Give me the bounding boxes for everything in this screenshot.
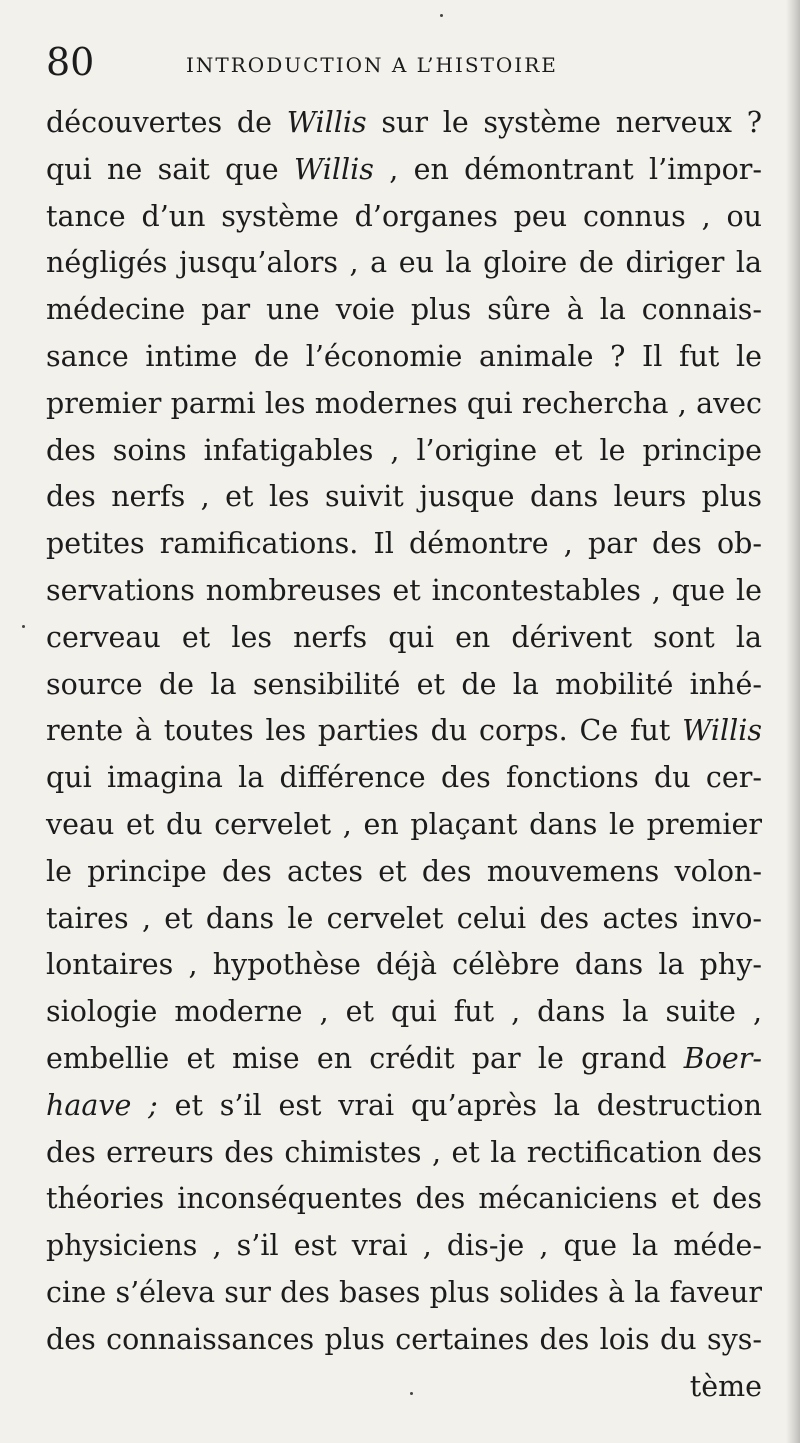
text-line xyxy=(46,381,762,428)
text-run: théories inconséquentes des mécaniciens et des xyxy=(46,1182,762,1216)
text-run: des nerfs , et les suivit jusque dans leurs plus xyxy=(46,480,762,514)
text-run: tance d’un système d’organes peu connus , ou xyxy=(46,199,762,233)
text-line xyxy=(46,287,762,334)
text-run: des soins infatigables , l’origine et le principe xyxy=(46,433,762,467)
text-line xyxy=(46,240,762,287)
text-line xyxy=(46,755,762,802)
page-number: 80 xyxy=(46,40,95,84)
text-run: petites ramifications. Il démontre , par des ob- xyxy=(46,527,762,561)
text-line xyxy=(46,802,762,849)
italic-name: Willis xyxy=(293,152,374,186)
text-run: veau et du cervelet , en plaçant dans le premier xyxy=(46,807,762,841)
page-header xyxy=(46,40,760,84)
page-edge-shadow xyxy=(786,0,800,1443)
text-line xyxy=(46,896,762,943)
text-line xyxy=(46,1036,762,1083)
text-run: qui imagina la différence des fonctions du cer- xyxy=(46,761,762,795)
text-run: , en démontrant l’impor- xyxy=(373,152,763,186)
text-run: physiciens , s’il est vrai , dis-je , que la méde- xyxy=(46,1229,762,1263)
text-line xyxy=(46,1317,762,1364)
text-run: premier parmi les modernes qui rechercha , avec xyxy=(46,386,762,420)
text-line xyxy=(46,989,762,1036)
text-line xyxy=(46,100,762,147)
text-line xyxy=(46,942,762,989)
text-line xyxy=(46,568,762,615)
text-run: taires , et dans le cervelet celui des actes invo- xyxy=(46,901,762,935)
speck-mark xyxy=(22,625,25,628)
italic-name: Willis xyxy=(286,106,367,139)
text-line xyxy=(46,662,762,709)
italic-name: Boer- xyxy=(683,1041,762,1075)
body-text xyxy=(46,100,762,1410)
text-run: cerveau et les nerfs qui en dérivent sont la xyxy=(46,620,762,654)
text-run: des connaissances plus certaines des lois du sys- xyxy=(46,1322,762,1356)
text-line xyxy=(46,708,762,755)
text-line xyxy=(46,194,762,241)
text-run: siologie moderne , et qui fut , dans la suite , xyxy=(46,995,762,1029)
text-line xyxy=(46,1223,762,1270)
text-run: découvertes de xyxy=(46,106,287,139)
running-head: INTRODUCTION A L’HISTOIRE xyxy=(186,53,558,77)
text-run: qui ne sait que xyxy=(46,152,294,186)
text-line xyxy=(46,1176,762,1223)
text-line xyxy=(46,849,762,896)
text-run: des erreurs des chimistes , et la rectification des xyxy=(46,1135,762,1169)
speck-mark xyxy=(440,14,443,17)
italic-name: Willis xyxy=(682,714,762,748)
text-run: et s’il est vrai qu’après la destruction xyxy=(157,1088,762,1122)
text-run: négligés jusqu’alors , a eu la gloire de diriger la xyxy=(46,246,762,280)
text-line xyxy=(46,428,762,475)
text-run: embellie et mise en crédit par le grand xyxy=(46,1041,684,1075)
text-line xyxy=(46,474,762,521)
text-run: cine s’éleva sur des bases plus solides à la faveur xyxy=(46,1275,762,1309)
text-run: sance intime de l’économie animale ? Il fut le xyxy=(46,339,762,373)
catchword: tème xyxy=(689,1369,762,1403)
text-line xyxy=(46,1130,762,1177)
text-run: médecine par une voie plus sûre à la connais- xyxy=(46,293,762,327)
text-line xyxy=(46,521,762,568)
text-line xyxy=(46,334,762,381)
italic-name: haave ; xyxy=(46,1088,158,1122)
text-run: sur le système nerveux ? xyxy=(366,106,762,139)
text-run: source de la sensibilité et de la mobilité inhé- xyxy=(46,667,762,701)
text-line xyxy=(46,147,762,194)
text-run: rente à toutes les parties du corps. Ce fut xyxy=(46,714,683,748)
text-line xyxy=(46,615,762,662)
text-line xyxy=(46,1270,762,1317)
speck-mark xyxy=(410,1392,413,1395)
text-line xyxy=(46,1083,762,1130)
text-run: servations nombreuses et incontestables , que le xyxy=(46,573,762,607)
text-run: le principe des actes et des mouvemens volon- xyxy=(46,854,762,888)
text-run: lontaires , hypothèse déjà célèbre dans la phy- xyxy=(46,948,762,982)
